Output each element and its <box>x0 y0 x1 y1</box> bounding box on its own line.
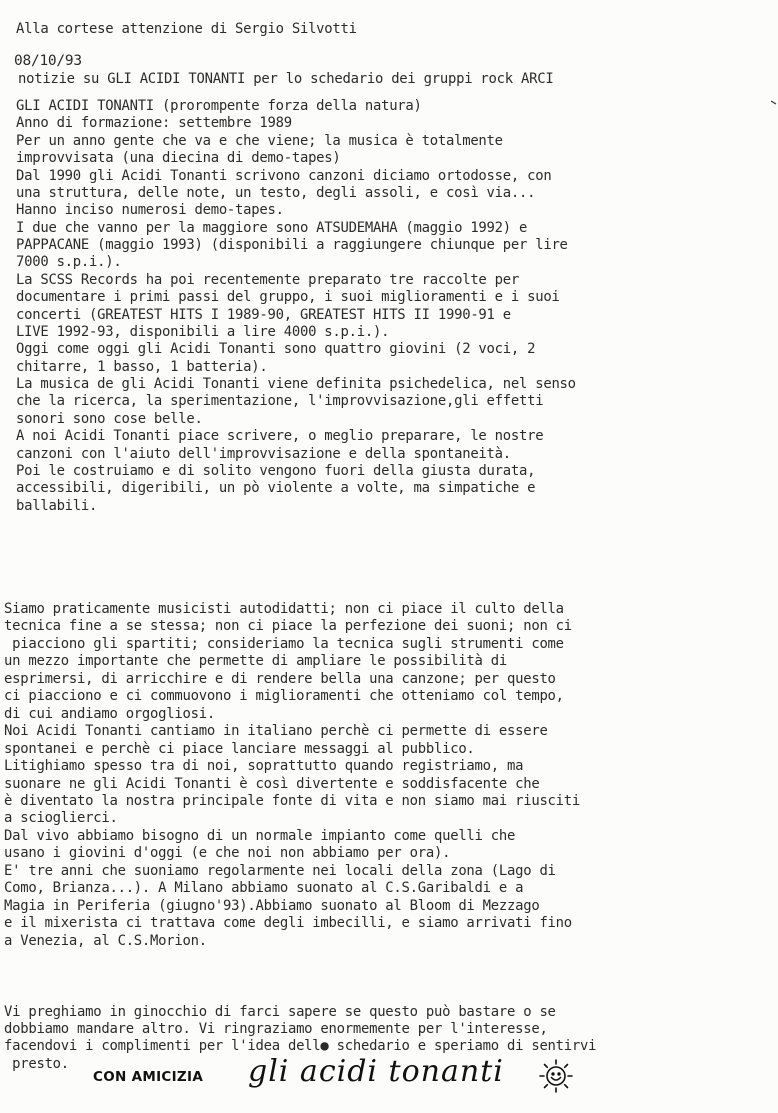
handwritten-signature: gli acidi tonanti <box>248 1054 504 1089</box>
letter-date: 08/10/93 <box>14 53 82 69</box>
smiley-sun-icon <box>538 1058 574 1094</box>
letter-body-part2: Siamo praticamente musicisti autodidatti; non ci piace il culto della tecnica fine a se stessa; non ci piace la perfezione dei suoni; non ci piacciono gli spartiti; consideriamo la tecnica sugli strumenti come un mezzo importante che permette di ampliare le possibilità di esprimersi, di arricchire e di rendere bella una canzone; per questo ci piacciono e ci commuovono i miglioramenti che otteniamo col tempo, di cui andiamo orgogliosi. Noi Acidi Tonanti cantiamo in italiano perchè ci permette di essere spontanei e perchè ci piace lanciare messaggi al pubblico. Litighiamo spesso tra di noi, soprattutto quando registriamo, ma suonare ne gli Acidi Tonanti è così divertente e soddisfacente che è diventato la nostra principale fonte di vita e non siamo mai riusciti a scioglierci. Dal vivo abbiamo bisogno di un normale impianto come quelli che usano i giovini d'oggi (e che noi non abbiamo per ora). E' tre anni che suoniamo regolarmente nei locali della zona (Lago di Como, Brianza...). A Milano abbiamo suonato al C.S.Garibaldi e a Magia in Periferia (giugno'93).Abbiamo suonato al Bloom di Mezzago e il mixerista ci trattava come degli imbecilli, e siamo arrivati fino a Venezia, al C.S.Morion. <box>4 601 581 949</box>
letter-header: Alla cortese attenzione di Sergio Silvotti <box>16 21 357 37</box>
signoff-text: CON AMICIZIA <box>93 1069 204 1085</box>
letter-body-part1: GLI ACIDI TONANTI (prorompente forza della natura) Anno di formazione: settembre 1989 Per un anno gente che va e che viene; la musica è totalmente improvvisata (una diecina di demo-tapes) Dal 1990 gli Acidi Tonanti scrivono canzoni diciamo ortodosse, con una struttura, delle note, un testo, degli assoli, e così via... Hanno inciso numerosi demo-tapes. I due che vanno per la maggiore sono ATSUDEMAHA (maggio 1992) e PAPPACANE (maggio 1993) (disponibili a raggiungere chiunque per lire 7000 s.p.i.). La SCSS Records ha poi recentemente preparato tre raccolte per documentare i primi passi del gruppo, i suoi miglioramenti e i suoi concerti (GREATEST HITS I 1989-90, GREATEST HITS II 1990-91 e LIVE 1992-93, disponibili a lire 4000 s.p.i.). Oggi come oggi gli Acidi Tonanti sono quattro giovini (2 voci, 2 chitarre, 1 basso, 1 batteria). La musica de gli Acidi Tonanti viene definita psichedelica, nel senso che la ricerca, la sperimentazione, l'improvvisazione,gli effetti sonori sono cose belle. A noi Acidi Tonanti piace scrivere, o meglio preparare, le nostre canzoni con l'aiuto dell'improvvisazione e della spontaneità. Poi le costruiamo e di solito vengono fuori della giusta durata, accessibili, digeribili, un pò violente a volte, ma simpatiche e ballabili. <box>16 98 576 514</box>
letter-subject: notizie su GLI ACIDI TONANTI per lo schedario dei gruppi rock ARCI <box>18 71 554 87</box>
margin-tick-mark <box>771 100 777 106</box>
letter-closing: Vi preghiamo in ginocchio di farci sapere se questo può bastare o se dobbiamo mandare altro. Vi ringraziamo enormemente per l'interesse, facendovi i complimenti per l'idea dell● schedario e speriamo di sentirvi presto. <box>4 1004 597 1072</box>
